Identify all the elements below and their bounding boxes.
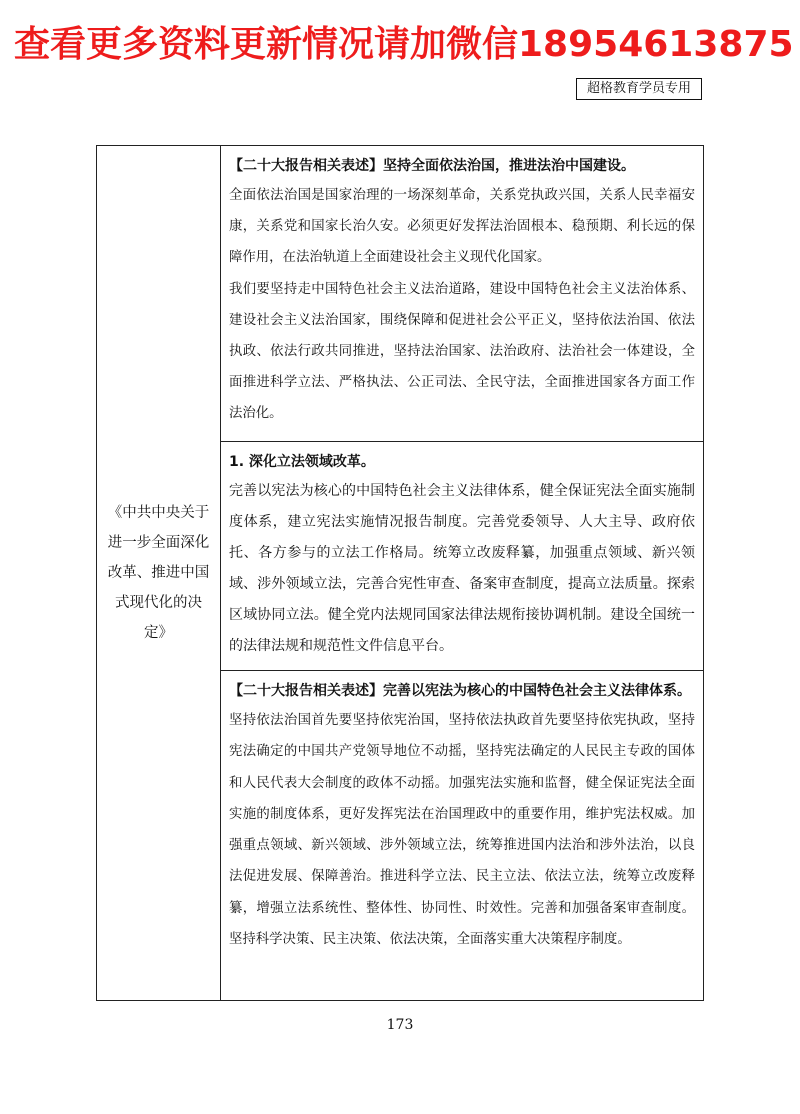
section3-paragraph-1: 坚持依法治国首先要坚持依宪治国，坚持依法执政首先要坚持依宪执政，坚持宪法确定的中国共产党领导地位不动摇，坚持宪法确定的人民民主专政的国体和人民代表大会制度的政体不动摇。加强宪法实施和监督，健全保证宪法全面实施的制度体系，更好发挥宪法在治国理政中的重要作用，维护宪法权威。加强重点领域、新兴领域、涉外领域立法，统筹推进国内法治和涉外法治，以良法促进发展、保障善治。推进科学立法、民主立法、依法立法，统筹立改废释纂，增强立法系统性、整体性、协同性、时效性。完善和加强备案审查制度。坚持科学决策、民主决策、依法决策，全面落实重大决策程序制度。 (229, 713, 695, 948)
page-number: 173 (386, 1017, 414, 1033)
content-table (96, 145, 704, 1001)
section1-paragraph-1: 全面依法治国是国家治理的一场深刻革命，关系党执政兴国，关系人民幸福安康，关系党和国家长治久安。必须更好发挥法治固根本、稳预期、利长远的保障作用，在法治轨道上全面建设社会主义现代化国家。 (229, 188, 695, 266)
report-statement-cell-1 (221, 146, 703, 441)
wechat-ad-banner: 查看更多资料更新情况请加微信18954613875 (14, 24, 794, 65)
section2-heading: 1. 深化立法领域改革。 (229, 454, 375, 470)
section2-paragraph-1: 完善以宪法为核心的中国特色社会主义法律体系，健全保证宪法全面实施制度体系，建立宪法实施情况报告制度。完善党委领导、人大主导、政府依托、各方参与的立法工作格局。统筹立改废释纂，加强重点领域、新兴领域、涉外领域立法，完善合宪性审查、备案审查制度，提高立法质量。探索区域协同立法。健全党内法规同国家法律法规衔接协调机制。建设全国统一的法律法规和规范性文件信息平台。 (229, 483, 695, 654)
legislation-reform-cell (221, 441, 703, 670)
document-title: 《中共中央关于进一步全面深化改革、推进中国式现代化的决定》 (107, 505, 210, 641)
student-use-stamp: 超格教育学员专用 (576, 78, 702, 100)
section1-heading: 【二十大报告相关表述】坚持全面依法治国，推进法治中国建设。 (229, 158, 635, 174)
report-statement-cell-2 (221, 670, 703, 1001)
document-title-cell (97, 146, 221, 1000)
section1-paragraph-2: 我们要坚持走中国特色社会主义法治道路，建设中国特色社会主义法治体系、建设社会主义法治国家，围绕保障和促进社会公平正义，坚持依法治国、依法执政、依法行政共同推进，坚持法治国家、法治政府、法治社会一体建设，全面推进科学立法、严格执法、公正司法、全民守法，全面推进国家各方面工作法治化。 (229, 281, 695, 422)
section3-heading: 【二十大报告相关表述】完善以宪法为核心的中国特色社会主义法律体系。 (229, 683, 691, 699)
